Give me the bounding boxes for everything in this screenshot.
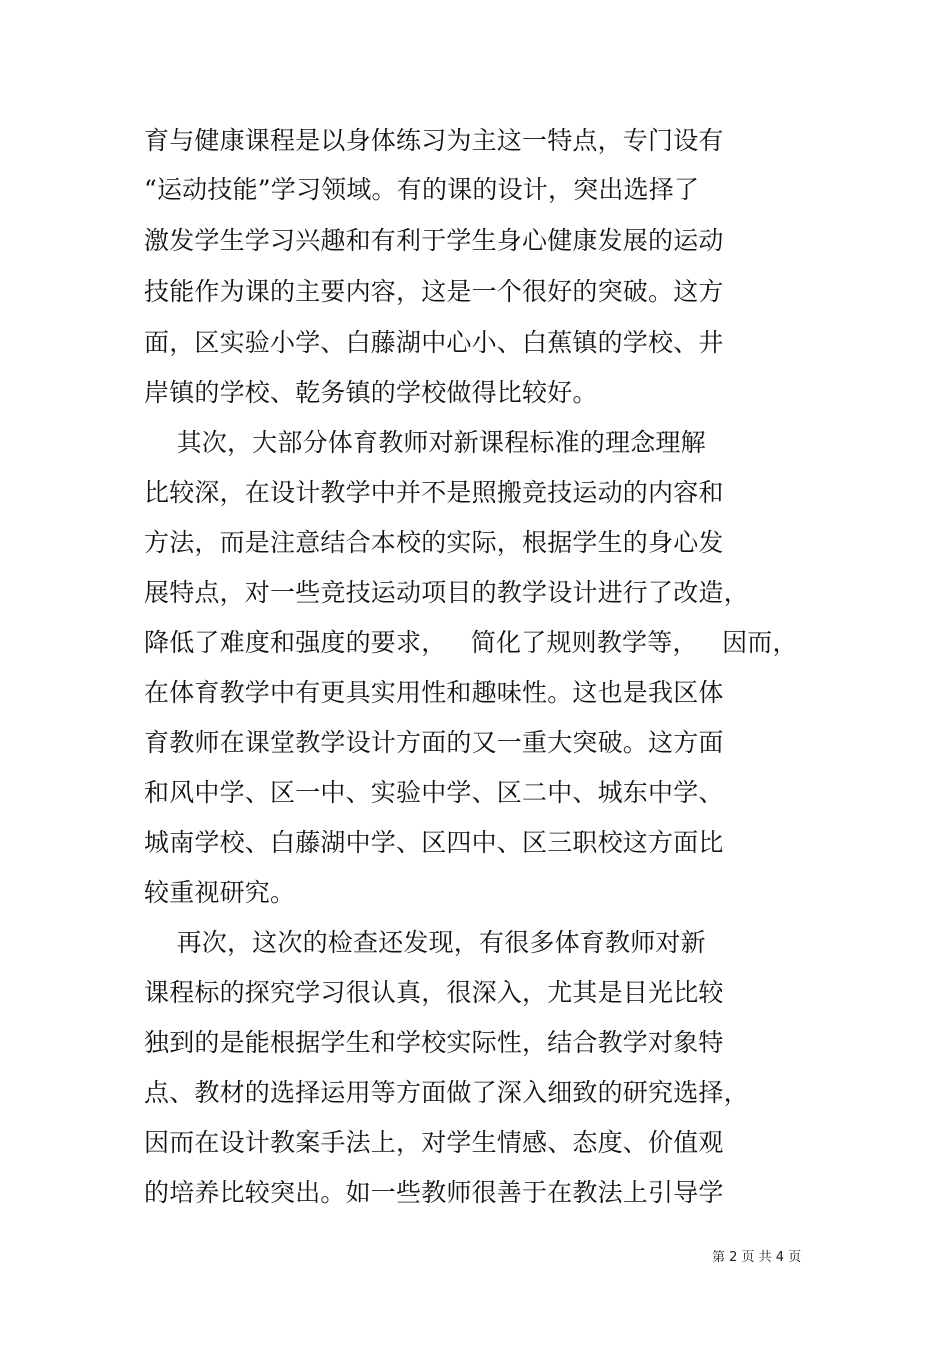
body-text-line: 技能作为课的主要内容，这是一个很好的突破。这方: [144, 277, 724, 306]
body-text-line: 课程标的探究学习很认真，很深入，尤其是目光比较: [144, 978, 724, 1007]
body-text-line: 较重视研究。: [144, 878, 296, 907]
body-text-line: 点、教材的选择运用等方面做了深入细致的研究选择，: [144, 1078, 749, 1107]
body-text-line: 岸镇的学校、乾务镇的学校做得比较好。: [144, 378, 598, 407]
page-number-footer: 第 2 页 共 4 页: [712, 1250, 802, 1265]
body-text-line: 展特点，对一些竞技运动项目的教学设计进行了改造，: [144, 578, 749, 607]
body-text-line: 独到的是能根据学生和学校实际性，结合教学对象特: [144, 1028, 724, 1057]
body-text-line: 方法，而是注意结合本校的实际，根据学生的身心发: [144, 528, 724, 557]
body-text-line: 因而在设计教案手法上，对学生情感、态度、价值观: [144, 1128, 724, 1157]
body-text-line: 和风中学、区一中、实验中学、区二中、城东中学、: [144, 778, 724, 807]
body-text-line: 其次，大部分体育教师对新课程标准的理念理解: [144, 428, 706, 457]
body-text-line: 比较深，在设计教学中并不是照搬竞技运动的内容和: [144, 478, 724, 507]
body-text-line: 在体育教学中有更具实用性和趣味性。这也是我区体: [144, 678, 724, 707]
body-text-line: 育与健康课程是以身体练习为主这一特点，专门设有: [144, 126, 724, 155]
body-text-line: 面，区实验小学、白藤湖中心小、白蕉镇的学校、井: [144, 328, 724, 357]
body-text-line: 育教师在课堂教学设计方面的又一重大突破。这方面: [144, 728, 724, 757]
body-text-line: 激发学生学习兴趣和有利于学生身心健康发展的运动: [144, 226, 724, 255]
body-text-line: 的培养比较突出。如一些教师很善于在教法上引导学: [144, 1178, 724, 1207]
body-text-line: 城南学校、白藤湖中学、区四中、区三职校这方面比: [144, 828, 724, 857]
body-text-line: 再次，这次的检查还发现，有很多体育教师对新: [144, 928, 706, 957]
body-text-line: “运动技能”学习领域。有的课的设计，突出选择了: [144, 175, 700, 204]
body-text-line: 降低了难度和强度的要求， 简化了规则教学等， 因而，: [144, 628, 798, 657]
